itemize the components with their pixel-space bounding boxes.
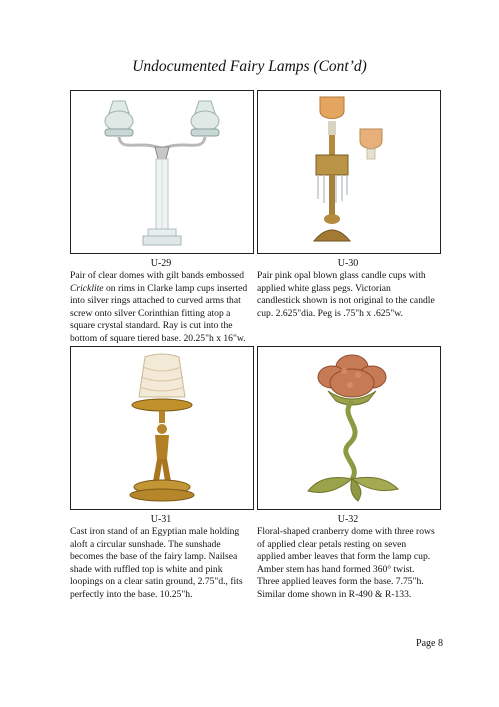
photo-u30	[257, 90, 441, 254]
description-u32: Floral-shaped cranberry dome with three rows of applied clear petals resting on seven applied amber leaves that form the lamp cup. Amber stem has hand formed 360° twist. Three applied leaves form the base. 7.75"h. Similar dome shown in R-490 & R-133.	[257, 526, 435, 600]
photo-u31	[70, 346, 254, 510]
photo-u32	[257, 346, 441, 510]
page-number: Page 8	[416, 638, 443, 649]
caption-u32: U-32	[337, 514, 359, 525]
description-u30: Pair pink opal blown glass candle cups with applied white glass pegs. Victorian candlestick shown is not original to the candle cup. 2.625"dia. Peg is .75"h x .625"w.	[257, 270, 435, 319]
caption-u31: U-31	[150, 514, 172, 525]
caption-u30: U-30	[337, 258, 359, 269]
photo-u29	[70, 90, 254, 254]
floral-cranberry-lamp-image	[258, 347, 440, 509]
page-title: Undocumented Fairy Lamps (Cont’d)	[132, 58, 367, 75]
caption-u29: U-29	[150, 258, 172, 269]
candelabra-image	[71, 91, 253, 253]
description-u29: Pair of clear domes with gilt bands embossed Cricklite on rims in Clarke lamp cups inserted into silver rings attached to curved arms that screw onto silver Corinthian fitting atop a square crystal standard. Ray is cut into the bottom of square tiered base. 20.25"h x 16"w.	[70, 270, 248, 344]
description-u31: Cast iron stand of an Egyptian male holding aloft a circular sunshade. The sunshade becomes the base of the fairy lamp. Nailsea shade with ruffled top is white and pink loopings on a clear satin ground, 2.75"d., fits perfectly into the base. 10.25"h.	[70, 526, 243, 600]
candlestick-image	[258, 91, 440, 253]
egyptian-figure-lamp-image	[71, 347, 253, 509]
